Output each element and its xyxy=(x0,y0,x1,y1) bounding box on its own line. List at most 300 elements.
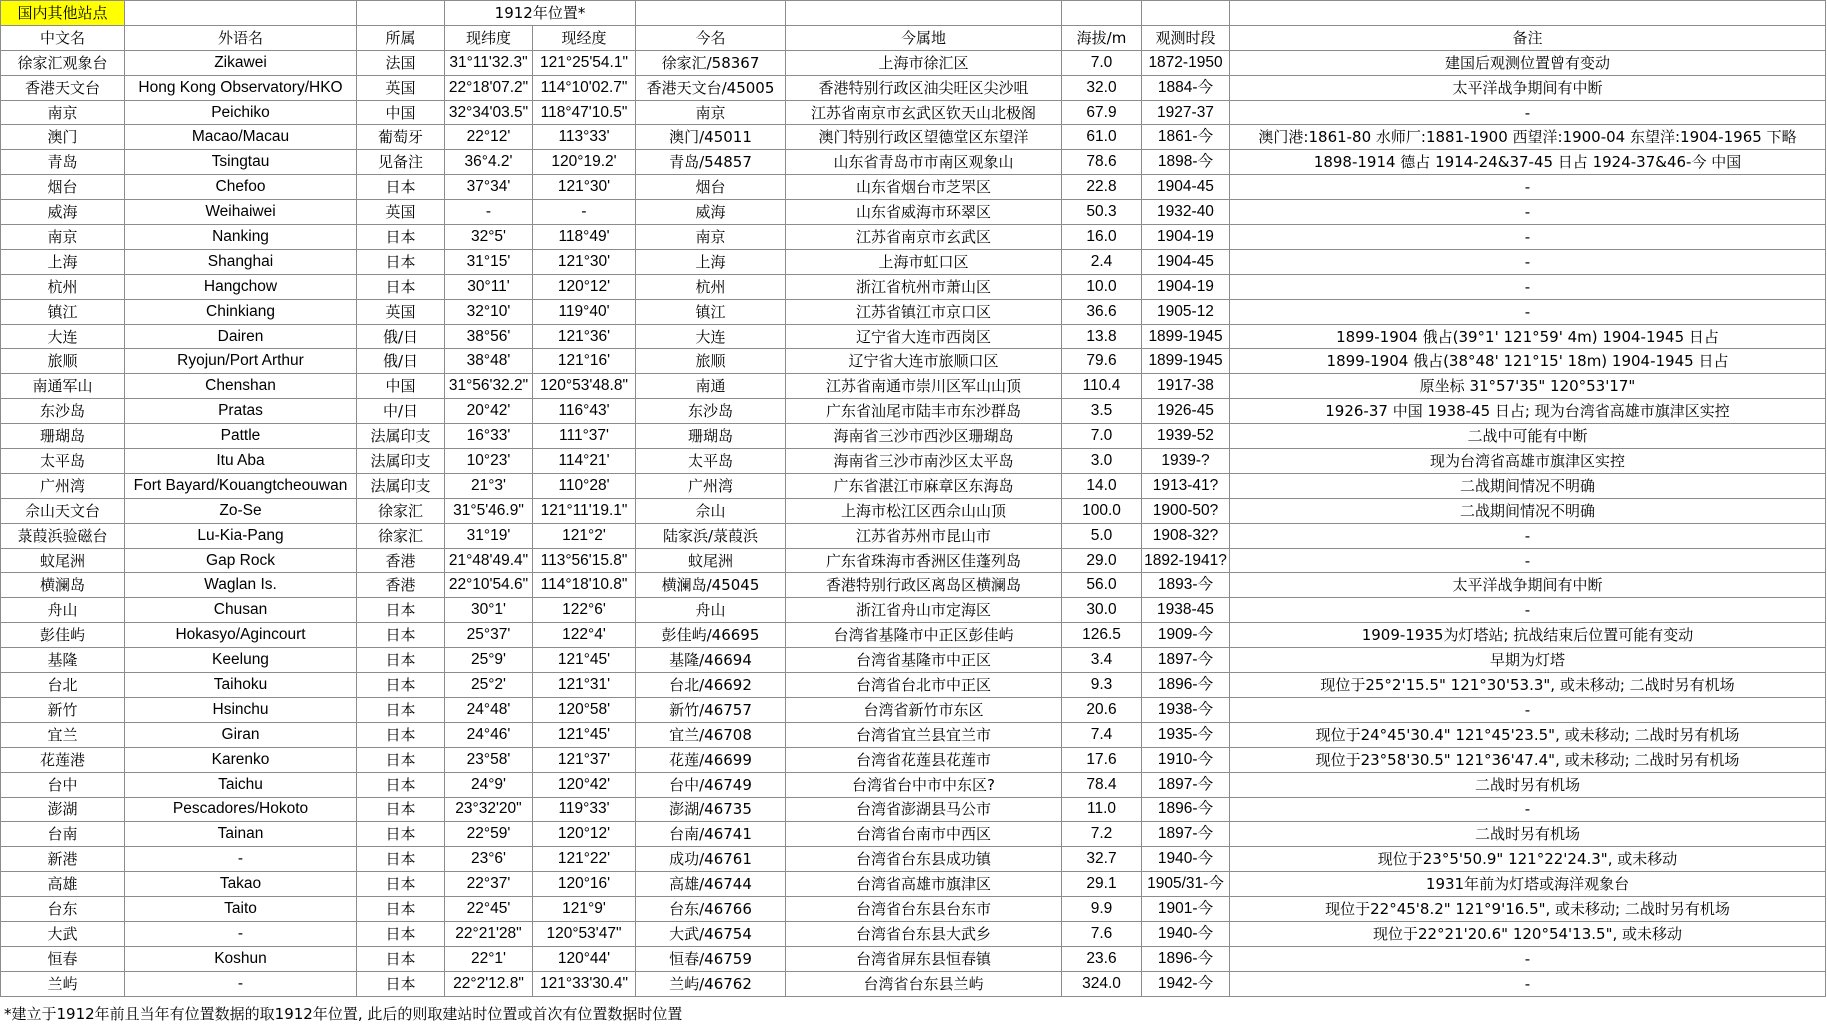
cell-longitude[interactable]: 118°49' xyxy=(533,225,636,250)
cell-note[interactable]: 现为台湾省高雄市旗津区实控 xyxy=(1230,449,1826,474)
cell-foreign-name[interactable]: Koshun xyxy=(125,946,357,971)
cell-longitude[interactable]: 120°53'48.8" xyxy=(533,374,636,399)
cell-longitude[interactable]: 120°44' xyxy=(533,946,636,971)
cell-chinese-name[interactable]: 佘山天文台 xyxy=(1,498,125,523)
cell-note[interactable]: - xyxy=(1230,175,1826,200)
cell-affiliation[interactable]: 日本 xyxy=(357,175,445,200)
cell-longitude[interactable]: 121°30' xyxy=(533,175,636,200)
group-header[interactable]: 1912年位置* xyxy=(445,1,636,26)
cell-chinese-name[interactable]: 东沙岛 xyxy=(1,399,125,424)
cell-affiliation[interactable]: 日本 xyxy=(357,822,445,847)
cell-current-location[interactable]: 江苏省南通市崇川区军山山顶 xyxy=(786,374,1062,399)
cell-period[interactable]: 1939-? xyxy=(1142,449,1230,474)
cell-longitude[interactable]: 120°53'47" xyxy=(533,921,636,946)
cell-longitude[interactable]: 118°47'10.5" xyxy=(533,100,636,125)
cell-latitude[interactable]: 38°48' xyxy=(445,349,533,374)
cell-foreign-name[interactable]: - xyxy=(125,971,357,996)
cell-latitude[interactable]: 38°56' xyxy=(445,324,533,349)
cell-period[interactable]: 1884-今 xyxy=(1142,75,1230,100)
cell-latitude[interactable]: 37°34' xyxy=(445,175,533,200)
cell-current-location[interactable]: 山东省烟台市芝罘区 xyxy=(786,175,1062,200)
cell-chinese-name[interactable]: 旅顺 xyxy=(1,349,125,374)
column-header[interactable]: 观测时段 xyxy=(1142,25,1230,50)
cell-current-name[interactable]: 新竹/46757 xyxy=(636,697,786,722)
cell-longitude[interactable]: 121°30' xyxy=(533,249,636,274)
cell-chinese-name[interactable]: 澳门 xyxy=(1,125,125,150)
cell-affiliation[interactable]: 英国 xyxy=(357,75,445,100)
cell-latitude[interactable]: 31°19' xyxy=(445,523,533,548)
cell-current-name[interactable]: 花莲/46699 xyxy=(636,747,786,772)
header-cell-empty[interactable] xyxy=(1062,1,1142,26)
cell-longitude[interactable]: 121°45' xyxy=(533,722,636,747)
header-cell-empty[interactable] xyxy=(786,1,1062,26)
cell-longitude[interactable]: 120°12' xyxy=(533,274,636,299)
cell-latitude[interactable]: - xyxy=(445,200,533,225)
cell-foreign-name[interactable]: Lu-Kia-Pang xyxy=(125,523,357,548)
cell-note[interactable]: 1899-1904 俄占(39°1' 121°59' 4m) 1904-1945 日占 xyxy=(1230,324,1826,349)
cell-current-location[interactable]: 台湾省台中市中东区? xyxy=(786,772,1062,797)
cell-note[interactable]: 原坐标 31°57'35" 120°53'17" xyxy=(1230,374,1826,399)
cell-longitude[interactable]: 121°33'30.4" xyxy=(533,971,636,996)
cell-period[interactable]: 1899-1945 xyxy=(1142,349,1230,374)
cell-longitude[interactable]: 113°56'15.8" xyxy=(533,548,636,573)
cell-latitude[interactable]: 21°3' xyxy=(445,473,533,498)
cell-current-location[interactable]: 广东省珠海市香洲区佳蓬列岛 xyxy=(786,548,1062,573)
cell-chinese-name[interactable]: 蚊尾洲 xyxy=(1,548,125,573)
cell-altitude[interactable]: 7.0 xyxy=(1062,424,1142,449)
cell-foreign-name[interactable]: Peichiko xyxy=(125,100,357,125)
cell-chinese-name[interactable]: 台北 xyxy=(1,673,125,698)
cell-current-location[interactable]: 台湾省澎湖县马公市 xyxy=(786,797,1062,822)
cell-altitude[interactable]: 78.6 xyxy=(1062,150,1142,175)
cell-period[interactable]: 1905-12 xyxy=(1142,299,1230,324)
cell-foreign-name[interactable]: Pattle xyxy=(125,424,357,449)
cell-note[interactable]: 二战期间情况不明确 xyxy=(1230,473,1826,498)
cell-current-location[interactable]: 辽宁省大连市西岗区 xyxy=(786,324,1062,349)
cell-current-location[interactable]: 山东省青岛市市南区观象山 xyxy=(786,150,1062,175)
cell-longitude[interactable]: - xyxy=(533,200,636,225)
cell-chinese-name[interactable]: 大连 xyxy=(1,324,125,349)
cell-current-name[interactable]: 兰屿/46762 xyxy=(636,971,786,996)
cell-current-name[interactable]: 杭州 xyxy=(636,274,786,299)
cell-affiliation[interactable]: 法国 xyxy=(357,50,445,75)
cell-current-name[interactable]: 澳门/45011 xyxy=(636,125,786,150)
cell-altitude[interactable]: 36.6 xyxy=(1062,299,1142,324)
cell-longitude[interactable]: 122°4' xyxy=(533,623,636,648)
cell-foreign-name[interactable]: - xyxy=(125,921,357,946)
cell-foreign-name[interactable]: Taichu xyxy=(125,772,357,797)
cell-affiliation[interactable]: 徐家汇 xyxy=(357,498,445,523)
cell-longitude[interactable]: 119°33' xyxy=(533,797,636,822)
cell-foreign-name[interactable]: Hokasyo/Agincourt xyxy=(125,623,357,648)
cell-latitude[interactable]: 24°48' xyxy=(445,697,533,722)
cell-altitude[interactable]: 3.5 xyxy=(1062,399,1142,424)
cell-chinese-name[interactable]: 花莲港 xyxy=(1,747,125,772)
cell-period[interactable]: 1942-今 xyxy=(1142,971,1230,996)
cell-longitude[interactable]: 110°28' xyxy=(533,473,636,498)
cell-current-location[interactable]: 台湾省基隆市中正区彭佳屿 xyxy=(786,623,1062,648)
cell-latitude[interactable]: 31°56'32.2" xyxy=(445,374,533,399)
cell-current-name[interactable]: 镇江 xyxy=(636,299,786,324)
cell-note[interactable]: - xyxy=(1230,100,1826,125)
cell-latitude[interactable]: 22°37' xyxy=(445,872,533,897)
cell-current-name[interactable]: 蚊尾洲 xyxy=(636,548,786,573)
cell-altitude[interactable]: 110.4 xyxy=(1062,374,1142,399)
header-cell-empty[interactable] xyxy=(125,1,357,26)
cell-current-location[interactable]: 浙江省舟山市定海区 xyxy=(786,598,1062,623)
cell-foreign-name[interactable]: Hong Kong Observatory/HKO xyxy=(125,75,357,100)
cell-altitude[interactable]: 16.0 xyxy=(1062,225,1142,250)
cell-period[interactable]: 1913-41? xyxy=(1142,473,1230,498)
cell-longitude[interactable]: 114°10'02.7" xyxy=(533,75,636,100)
cell-current-location[interactable]: 辽宁省大连市旅顺口区 xyxy=(786,349,1062,374)
cell-affiliation[interactable]: 英国 xyxy=(357,200,445,225)
cell-current-location[interactable]: 上海市虹口区 xyxy=(786,249,1062,274)
cell-period[interactable]: 1932-40 xyxy=(1142,200,1230,225)
cell-latitude[interactable]: 32°5' xyxy=(445,225,533,250)
cell-chinese-name[interactable]: 台南 xyxy=(1,822,125,847)
cell-affiliation[interactable]: 日本 xyxy=(357,872,445,897)
cell-altitude[interactable]: 126.5 xyxy=(1062,623,1142,648)
cell-chinese-name[interactable]: 台东 xyxy=(1,897,125,922)
cell-latitude[interactable]: 20°42' xyxy=(445,399,533,424)
cell-current-name[interactable]: 高雄/46744 xyxy=(636,872,786,897)
cell-note[interactable]: 现位于24°45'30.4" 121°45'23.5", 或未移动; 二战时另有机场 xyxy=(1230,722,1826,747)
cell-latitude[interactable]: 25°2' xyxy=(445,673,533,698)
cell-current-name[interactable]: 太平岛 xyxy=(636,449,786,474)
cell-current-location[interactable]: 台湾省台北市中正区 xyxy=(786,673,1062,698)
cell-latitude[interactable]: 31°11'32.3" xyxy=(445,50,533,75)
cell-latitude[interactable]: 23°58' xyxy=(445,747,533,772)
cell-current-name[interactable]: 成功/46761 xyxy=(636,847,786,872)
cell-note[interactable]: 二战时另有机场 xyxy=(1230,822,1826,847)
cell-note[interactable]: - xyxy=(1230,971,1826,996)
cell-current-location[interactable]: 海南省三沙市西沙区珊瑚岛 xyxy=(786,424,1062,449)
cell-current-location[interactable]: 台湾省花莲县花莲市 xyxy=(786,747,1062,772)
cell-chinese-name[interactable]: 菉葭浜验磁台 xyxy=(1,523,125,548)
cell-period[interactable]: 1938-45 xyxy=(1142,598,1230,623)
cell-current-name[interactable]: 威海 xyxy=(636,200,786,225)
cell-note[interactable]: 1926-37 中国 1938-45 日占; 现为台湾省高雄市旗津区实控 xyxy=(1230,399,1826,424)
cell-altitude[interactable]: 17.6 xyxy=(1062,747,1142,772)
cell-affiliation[interactable]: 中/日 xyxy=(357,399,445,424)
cell-current-name[interactable]: 横澜岛/45045 xyxy=(636,573,786,598)
column-header[interactable]: 今名 xyxy=(636,25,786,50)
cell-chinese-name[interactable]: 威海 xyxy=(1,200,125,225)
cell-current-name[interactable]: 大连 xyxy=(636,324,786,349)
cell-current-name[interactable]: 台中/46749 xyxy=(636,772,786,797)
cell-altitude[interactable]: 32.7 xyxy=(1062,847,1142,872)
cell-period[interactable]: 1900-50? xyxy=(1142,498,1230,523)
cell-foreign-name[interactable]: Itu Aba xyxy=(125,449,357,474)
cell-period[interactable]: 1872-1950 xyxy=(1142,50,1230,75)
cell-chinese-name[interactable]: 宜兰 xyxy=(1,722,125,747)
cell-affiliation[interactable]: 香港 xyxy=(357,573,445,598)
cell-current-location[interactable]: 广东省湛江市麻章区东海岛 xyxy=(786,473,1062,498)
cell-latitude[interactable]: 30°1' xyxy=(445,598,533,623)
cell-current-name[interactable]: 台北/46692 xyxy=(636,673,786,698)
cell-altitude[interactable]: 79.6 xyxy=(1062,349,1142,374)
cell-chinese-name[interactable]: 南京 xyxy=(1,100,125,125)
header-cell-empty[interactable] xyxy=(357,1,445,26)
cell-current-location[interactable]: 上海市徐汇区 xyxy=(786,50,1062,75)
cell-affiliation[interactable]: 日本 xyxy=(357,747,445,772)
cell-altitude[interactable]: 324.0 xyxy=(1062,971,1142,996)
cell-chinese-name[interactable]: 青岛 xyxy=(1,150,125,175)
cell-period[interactable]: 1896-今 xyxy=(1142,946,1230,971)
cell-period[interactable]: 1896-今 xyxy=(1142,797,1230,822)
cell-current-name[interactable]: 彭佳屿/46695 xyxy=(636,623,786,648)
cell-altitude[interactable]: 78.4 xyxy=(1062,772,1142,797)
cell-chinese-name[interactable]: 新港 xyxy=(1,847,125,872)
cell-note[interactable]: - xyxy=(1230,697,1826,722)
cell-longitude[interactable]: 121°36' xyxy=(533,324,636,349)
cell-period[interactable]: 1904-45 xyxy=(1142,249,1230,274)
cell-current-name[interactable]: 青岛/54857 xyxy=(636,150,786,175)
cell-latitude[interactable]: 21°48'49.4" xyxy=(445,548,533,573)
cell-longitude[interactable]: 116°43' xyxy=(533,399,636,424)
cell-current-location[interactable]: 台湾省台东县台东市 xyxy=(786,897,1062,922)
cell-affiliation[interactable]: 日本 xyxy=(357,897,445,922)
cell-affiliation[interactable]: 日本 xyxy=(357,921,445,946)
header-cell-empty[interactable] xyxy=(636,1,786,26)
cell-note[interactable]: - xyxy=(1230,946,1826,971)
cell-altitude[interactable]: 7.0 xyxy=(1062,50,1142,75)
cell-period[interactable]: 1892-1941? xyxy=(1142,548,1230,573)
cell-note[interactable]: - xyxy=(1230,274,1826,299)
section-label[interactable]: 国内其他站点 xyxy=(1,1,125,26)
cell-longitude[interactable]: 120°16' xyxy=(533,872,636,897)
cell-latitude[interactable]: 22°45' xyxy=(445,897,533,922)
cell-latitude[interactable]: 22°2'12.8" xyxy=(445,971,533,996)
cell-note[interactable]: 澳门港:1861-80 水师厂:1881-1900 西望洋:1900-04 东望洋:1904-1965 下略 xyxy=(1230,125,1826,150)
column-header[interactable]: 现经度 xyxy=(533,25,636,50)
cell-foreign-name[interactable]: Taihoku xyxy=(125,673,357,698)
cell-period[interactable]: 1939-52 xyxy=(1142,424,1230,449)
cell-foreign-name[interactable]: Waglan Is. xyxy=(125,573,357,598)
cell-longitude[interactable]: 121°31' xyxy=(533,673,636,698)
cell-affiliation[interactable]: 葡萄牙 xyxy=(357,125,445,150)
cell-affiliation[interactable]: 日本 xyxy=(357,797,445,822)
cell-foreign-name[interactable]: Weihaiwei xyxy=(125,200,357,225)
cell-foreign-name[interactable]: Tainan xyxy=(125,822,357,847)
cell-chinese-name[interactable]: 兰屿 xyxy=(1,971,125,996)
cell-altitude[interactable]: 3.0 xyxy=(1062,449,1142,474)
cell-chinese-name[interactable]: 横澜岛 xyxy=(1,573,125,598)
cell-affiliation[interactable]: 俄/日 xyxy=(357,349,445,374)
cell-affiliation[interactable]: 日本 xyxy=(357,648,445,673)
cell-current-location[interactable]: 台湾省基隆市中正区 xyxy=(786,648,1062,673)
cell-note[interactable]: 1899-1904 俄占(38°48' 121°15' 18m) 1904-1945 日占 xyxy=(1230,349,1826,374)
cell-longitude[interactable]: 121°22' xyxy=(533,847,636,872)
cell-period[interactable]: 1897-今 xyxy=(1142,822,1230,847)
cell-affiliation[interactable]: 日本 xyxy=(357,847,445,872)
cell-foreign-name[interactable]: Chenshan xyxy=(125,374,357,399)
cell-current-name[interactable]: 珊瑚岛 xyxy=(636,424,786,449)
cell-longitude[interactable]: 114°18'10.8" xyxy=(533,573,636,598)
cell-affiliation[interactable]: 日本 xyxy=(357,971,445,996)
cell-longitude[interactable]: 114°21' xyxy=(533,449,636,474)
cell-chinese-name[interactable]: 高雄 xyxy=(1,872,125,897)
cell-note[interactable]: 现位于22°21'20.6" 120°54'13.5", 或未移动 xyxy=(1230,921,1826,946)
cell-longitude[interactable]: 111°37' xyxy=(533,424,636,449)
cell-note[interactable]: 二战时另有机场 xyxy=(1230,772,1826,797)
cell-affiliation[interactable]: 中国 xyxy=(357,374,445,399)
cell-affiliation[interactable]: 日本 xyxy=(357,623,445,648)
cell-altitude[interactable]: 67.9 xyxy=(1062,100,1142,125)
cell-affiliation[interactable]: 中国 xyxy=(357,100,445,125)
cell-latitude[interactable]: 32°34'03.5" xyxy=(445,100,533,125)
cell-current-name[interactable]: 旅顺 xyxy=(636,349,786,374)
cell-latitude[interactable]: 22°1' xyxy=(445,946,533,971)
cell-altitude[interactable]: 23.6 xyxy=(1062,946,1142,971)
cell-altitude[interactable]: 29.0 xyxy=(1062,548,1142,573)
cell-latitude[interactable]: 24°9' xyxy=(445,772,533,797)
cell-chinese-name[interactable]: 徐家汇观象台 xyxy=(1,50,125,75)
cell-foreign-name[interactable]: Pratas xyxy=(125,399,357,424)
column-header[interactable]: 备注 xyxy=(1230,25,1826,50)
cell-current-name[interactable]: 恒春/46759 xyxy=(636,946,786,971)
cell-altitude[interactable]: 61.0 xyxy=(1062,125,1142,150)
cell-period[interactable]: 1893-今 xyxy=(1142,573,1230,598)
cell-chinese-name[interactable]: 珊瑚岛 xyxy=(1,424,125,449)
cell-latitude[interactable]: 22°59' xyxy=(445,822,533,847)
cell-current-location[interactable]: 上海市松江区西佘山山顶 xyxy=(786,498,1062,523)
cell-foreign-name[interactable]: Ryojun/Port Arthur xyxy=(125,349,357,374)
cell-period[interactable]: 1940-今 xyxy=(1142,847,1230,872)
cell-latitude[interactable]: 36°4.2' xyxy=(445,150,533,175)
cell-foreign-name[interactable]: Takao xyxy=(125,872,357,897)
cell-current-location[interactable]: 台湾省台东县成功镇 xyxy=(786,847,1062,872)
cell-altitude[interactable]: 9.3 xyxy=(1062,673,1142,698)
cell-note[interactable]: 1931年前为灯塔或海洋观象台 xyxy=(1230,872,1826,897)
cell-affiliation[interactable]: 俄/日 xyxy=(357,324,445,349)
column-header[interactable]: 外语名 xyxy=(125,25,357,50)
cell-current-name[interactable]: 上海 xyxy=(636,249,786,274)
cell-longitude[interactable]: 121°2' xyxy=(533,523,636,548)
cell-note[interactable]: - xyxy=(1230,249,1826,274)
cell-altitude[interactable]: 30.0 xyxy=(1062,598,1142,623)
cell-affiliation[interactable]: 日本 xyxy=(357,598,445,623)
cell-latitude[interactable]: 31°5'46.9" xyxy=(445,498,533,523)
cell-period[interactable]: 1898-今 xyxy=(1142,150,1230,175)
cell-latitude[interactable]: 30°11' xyxy=(445,274,533,299)
cell-affiliation[interactable]: 英国 xyxy=(357,299,445,324)
cell-note[interactable]: 1898-1914 德占 1914-24&37-45 日占 1924-37&46-今 中国 xyxy=(1230,150,1826,175)
cell-chinese-name[interactable]: 基隆 xyxy=(1,648,125,673)
cell-affiliation[interactable]: 法属印支 xyxy=(357,473,445,498)
cell-chinese-name[interactable]: 太平岛 xyxy=(1,449,125,474)
cell-affiliation[interactable]: 日本 xyxy=(357,722,445,747)
cell-latitude[interactable]: 23°6' xyxy=(445,847,533,872)
cell-period[interactable]: 1901-今 xyxy=(1142,897,1230,922)
cell-chinese-name[interactable]: 彭佳屿 xyxy=(1,623,125,648)
cell-period[interactable]: 1904-19 xyxy=(1142,274,1230,299)
cell-latitude[interactable]: 22°12' xyxy=(445,125,533,150)
cell-current-name[interactable]: 南京 xyxy=(636,225,786,250)
cell-current-name[interactable]: 香港天文台/45005 xyxy=(636,75,786,100)
cell-longitude[interactable]: 120°42' xyxy=(533,772,636,797)
cell-foreign-name[interactable]: Macao/Macau xyxy=(125,125,357,150)
cell-current-name[interactable]: 佘山 xyxy=(636,498,786,523)
column-header[interactable]: 所属 xyxy=(357,25,445,50)
cell-altitude[interactable]: 22.8 xyxy=(1062,175,1142,200)
cell-longitude[interactable]: 120°58' xyxy=(533,697,636,722)
cell-current-name[interactable]: 基隆/46694 xyxy=(636,648,786,673)
cell-period[interactable]: 1905/31-今 xyxy=(1142,872,1230,897)
cell-foreign-name[interactable]: Fort Bayard/Kouangtcheouwan xyxy=(125,473,357,498)
cell-current-name[interactable]: 徐家汇/58367 xyxy=(636,50,786,75)
cell-current-location[interactable]: 江苏省苏州市昆山市 xyxy=(786,523,1062,548)
cell-affiliation[interactable]: 日本 xyxy=(357,697,445,722)
cell-chinese-name[interactable]: 台中 xyxy=(1,772,125,797)
cell-affiliation[interactable]: 日本 xyxy=(357,673,445,698)
column-header[interactable]: 海拔/m xyxy=(1062,25,1142,50)
cell-current-name[interactable]: 烟台 xyxy=(636,175,786,200)
column-header[interactable]: 今属地 xyxy=(786,25,1062,50)
cell-chinese-name[interactable]: 广州湾 xyxy=(1,473,125,498)
cell-chinese-name[interactable]: 镇江 xyxy=(1,299,125,324)
cell-affiliation[interactable]: 日本 xyxy=(357,274,445,299)
cell-altitude[interactable]: 20.6 xyxy=(1062,697,1142,722)
cell-chinese-name[interactable]: 南京 xyxy=(1,225,125,250)
cell-altitude[interactable]: 13.8 xyxy=(1062,324,1142,349)
cell-chinese-name[interactable]: 烟台 xyxy=(1,175,125,200)
cell-note[interactable]: - xyxy=(1230,200,1826,225)
cell-period[interactable]: 1861-今 xyxy=(1142,125,1230,150)
column-header[interactable]: 现纬度 xyxy=(445,25,533,50)
cell-current-location[interactable]: 台湾省台东县大武乡 xyxy=(786,921,1062,946)
cell-current-name[interactable]: 南通 xyxy=(636,374,786,399)
cell-latitude[interactable]: 32°10' xyxy=(445,299,533,324)
cell-period[interactable]: 1897-今 xyxy=(1142,648,1230,673)
cell-period[interactable]: 1917-38 xyxy=(1142,374,1230,399)
cell-altitude[interactable]: 3.4 xyxy=(1062,648,1142,673)
cell-longitude[interactable]: 113°33' xyxy=(533,125,636,150)
cell-current-location[interactable]: 江苏省南京市玄武区 xyxy=(786,225,1062,250)
cell-current-location[interactable]: 广东省汕尾市陆丰市东沙群岛 xyxy=(786,399,1062,424)
cell-altitude[interactable]: 7.2 xyxy=(1062,822,1142,847)
cell-foreign-name[interactable]: Dairen xyxy=(125,324,357,349)
cell-altitude[interactable]: 56.0 xyxy=(1062,573,1142,598)
cell-latitude[interactable]: 25°37' xyxy=(445,623,533,648)
cell-period[interactable]: 1899-1945 xyxy=(1142,324,1230,349)
cell-latitude[interactable]: 22°21'28" xyxy=(445,921,533,946)
cell-note[interactable]: - xyxy=(1230,548,1826,573)
cell-latitude[interactable]: 31°15' xyxy=(445,249,533,274)
header-cell-empty[interactable] xyxy=(1142,1,1230,26)
cell-foreign-name[interactable]: Karenko xyxy=(125,747,357,772)
cell-period[interactable]: 1910-今 xyxy=(1142,747,1230,772)
cell-period[interactable]: 1908-32? xyxy=(1142,523,1230,548)
cell-foreign-name[interactable]: Chusan xyxy=(125,598,357,623)
cell-chinese-name[interactable]: 恒春 xyxy=(1,946,125,971)
cell-current-name[interactable]: 大武/46754 xyxy=(636,921,786,946)
cell-foreign-name[interactable]: Pescadores/Hokoto xyxy=(125,797,357,822)
cell-period[interactable]: 1926-45 xyxy=(1142,399,1230,424)
cell-current-name[interactable]: 澎湖/46735 xyxy=(636,797,786,822)
cell-note[interactable]: - xyxy=(1230,598,1826,623)
cell-current-name[interactable]: 广州湾 xyxy=(636,473,786,498)
cell-altitude[interactable]: 9.9 xyxy=(1062,897,1142,922)
header-cell-empty[interactable] xyxy=(1230,1,1826,26)
cell-current-name[interactable]: 宜兰/46708 xyxy=(636,722,786,747)
cell-altitude[interactable]: 100.0 xyxy=(1062,498,1142,523)
cell-latitude[interactable]: 22°18'07.2" xyxy=(445,75,533,100)
cell-longitude[interactable]: 122°6' xyxy=(533,598,636,623)
cell-foreign-name[interactable]: Keelung xyxy=(125,648,357,673)
cell-note[interactable]: 早期为灯塔 xyxy=(1230,648,1826,673)
